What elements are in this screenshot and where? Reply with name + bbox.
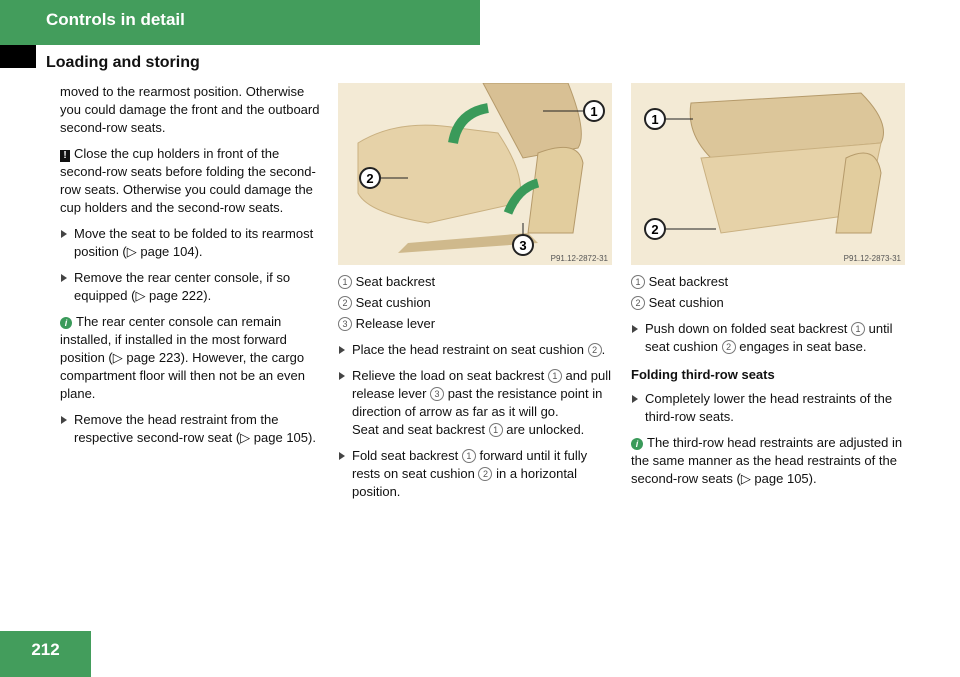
chapter-title: Controls in detail xyxy=(46,10,185,29)
warning-icon: ! xyxy=(60,150,70,162)
svg-text:2: 2 xyxy=(651,222,659,237)
seat-folding-illustration-2 xyxy=(631,83,905,265)
step: Fold seat backrest 1 forward until it fully rests on seat cushion 2 in a horizontal position. xyxy=(338,447,614,501)
seat-folding-illustration-1 xyxy=(338,83,612,265)
section-marker xyxy=(0,45,36,68)
step: Place the head restraint on seat cushion 2 . xyxy=(338,341,614,359)
info-note xyxy=(631,434,907,488)
paragraph: moved to the rearmost position. Otherwise you could damage the front and the outboard second-row seats. xyxy=(60,84,320,135)
step: Remove the head restraint from the respective second-row seat (▷ page 105). xyxy=(60,411,324,447)
column-1 xyxy=(60,83,324,455)
section-title: Loading and storing xyxy=(46,54,200,71)
info-note xyxy=(60,313,324,403)
step: Remove the rear center console, if so equipped (▷ page 222). xyxy=(60,269,324,305)
subheading: Folding third-row seats xyxy=(631,367,775,382)
info-icon: i xyxy=(60,317,72,329)
legend-item: 2 Seat cushion xyxy=(631,294,907,312)
info-text: The rear center console can remain installed, if installed in the most forward position (▷ page 223). However, the cargo compartment floor will then not be an even plane. xyxy=(60,314,305,401)
step: Move the seat to be folded to its rearmost position (▷ page 104). xyxy=(60,225,324,261)
svg-text:P91.12-2873-31: P91.12-2873-31 xyxy=(843,254,901,263)
svg-text:1: 1 xyxy=(651,112,659,127)
column-2 xyxy=(338,83,614,509)
svg-text:3: 3 xyxy=(519,238,527,253)
chapter-header xyxy=(0,0,480,45)
step: Completely lower the head restraints of the third-row seats. xyxy=(631,390,907,426)
info-text: The third-row head restraints are adjusted in the same manner as the head restraints of the second-row seats (▷ page 105). xyxy=(631,435,903,486)
column-3 xyxy=(631,83,907,496)
info-icon: i xyxy=(631,438,643,450)
legend-item: 2 Seat cushion xyxy=(338,294,614,312)
svg-text:P91.12-2872-31: P91.12-2872-31 xyxy=(550,254,608,263)
page-number: 212 xyxy=(0,631,91,677)
step: Push down on folded seat backrest 1 until seat cushion 2 engages in seat base. xyxy=(631,320,907,356)
svg-text:2: 2 xyxy=(366,171,374,186)
legend-item: 1 Seat backrest xyxy=(338,273,614,291)
svg-text:1: 1 xyxy=(590,104,598,119)
warning-text: Close the cup holders in front of the second-row seats before folding the second-row seats. Otherwise you could damage the cup holders and the second-row seats. xyxy=(60,146,316,215)
warning-note xyxy=(60,145,324,217)
legend-item: 3 Release lever xyxy=(338,315,614,333)
step: Relieve the load on seat backrest 1 and pull release lever 3 past the resistance point in direction of arrow as far as it will go. Seat and seat backrest 1 are unlocked. xyxy=(338,367,614,439)
legend-item: 1 Seat backrest xyxy=(631,273,907,291)
